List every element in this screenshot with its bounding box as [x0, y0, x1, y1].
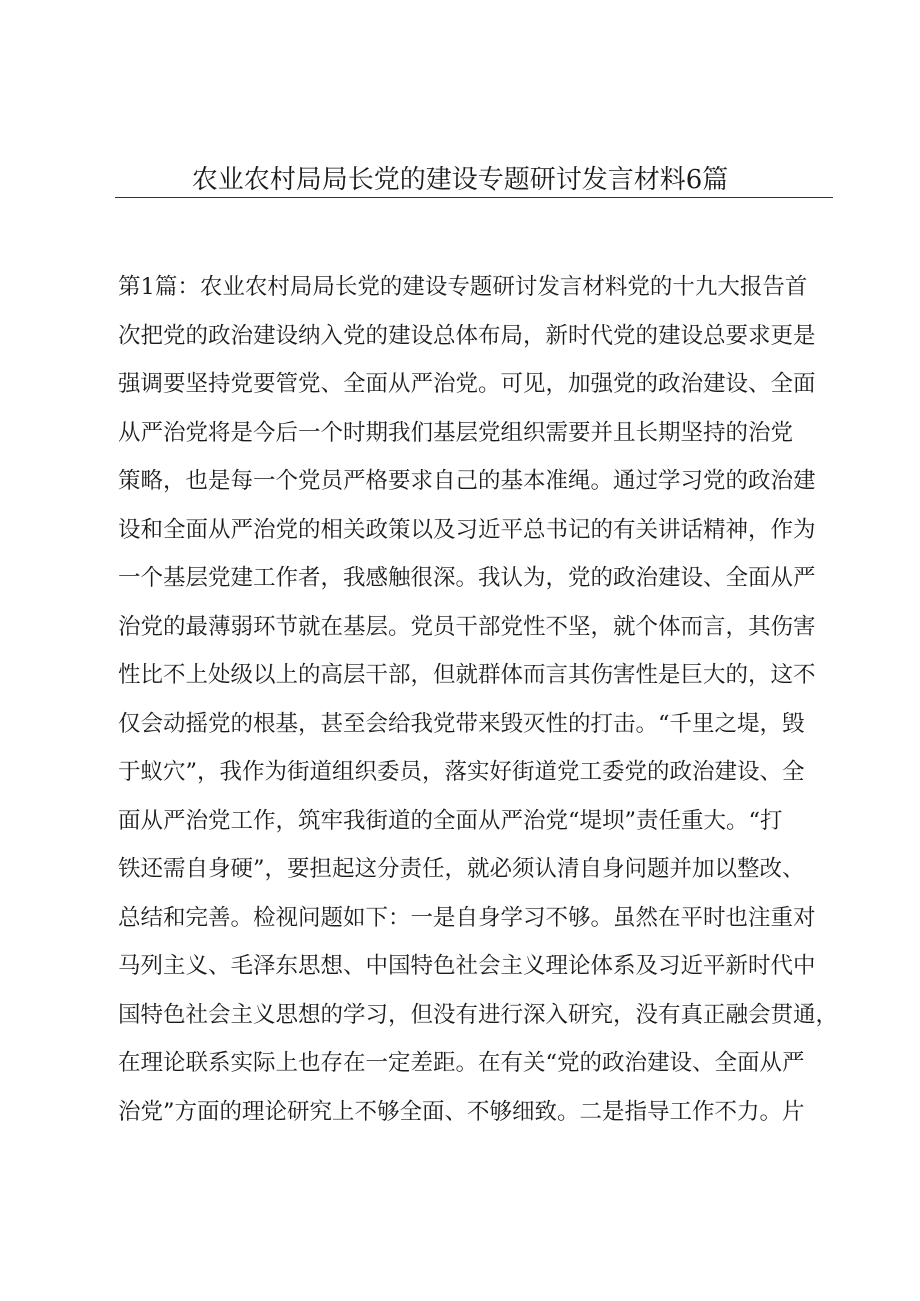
document-body: [118, 263, 838, 1136]
body-line: 铁还需自身硬”，要担起这分责任，就必须认清自身问题并加以整改、: [118, 856, 805, 882]
body-line: 治党的最薄弱环节就在基层。党员干部党性不坚，就个体而言，其伤害: [118, 613, 816, 640]
body-line: 性比不上处级以上的高层干部，但就群体而言其伤害性是巨大的，这不: [118, 662, 816, 688]
title-underline: [115, 197, 833, 198]
body-line: 从严治党将是今后一个时期我们基层党组织需要并且长期坚持的治党: [118, 419, 794, 446]
body-line: 国特色社会主义思想的学习，但没有进行深入研究，没有真正融会贯通，: [118, 1001, 839, 1028]
body-line: 总结和完善。检视问题如下：一是自身学习不够。虽然在平时也注重对: [118, 904, 816, 931]
body-line: 马列主义、毛泽东思想、中国特色社会主义理论体系及习近平新时代中: [118, 953, 816, 979]
body-line: 仅会动摇党的根基，甚至会给我党带来毁灭性的打击。“千里之堤，毁: [118, 710, 805, 737]
body-line: 治党”方面的理论研究上不够全面、不够细致。二是指导工作不力。片: [118, 1098, 805, 1125]
body-line: 一个基层党建工作者，我感触很深。我认为，党的政治建设、全面从严: [118, 565, 816, 591]
body-line: 面从严治党工作，筑牢我街道的全面从严治党“堤坝”责任重大。“打: [118, 807, 783, 834]
body-line: 第1篇：农业农村局局长党的建设专题研讨发言材料党的十九大报告首: [118, 274, 808, 300]
body-line: 于蚁穴”，我作为街道组织委员，落实好街道党工委党的政治建设、全: [118, 759, 805, 785]
body-line: 在理论联系实际上也存在一定差距。在有关“党的政治建设、全面从严: [118, 1050, 805, 1076]
body-line: 设和全面从严治党的相关政策以及习近平总书记的有关讲话精神，作为: [118, 516, 816, 543]
body-line: 强调要坚持党要管党、全面从严治党。可见，加强党的政治建设、全面: [118, 371, 816, 397]
document-title: 农业农村局局长党的建设专题研讨发言材料6篇: [191, 165, 729, 195]
body-line: 策略，也是每一个党员严格要求自己的基本准绳。通过学习党的政治建: [118, 468, 816, 494]
body-line: 次把党的政治建设纳入党的建设总体布局，新时代党的建设总要求更是: [118, 322, 816, 349]
